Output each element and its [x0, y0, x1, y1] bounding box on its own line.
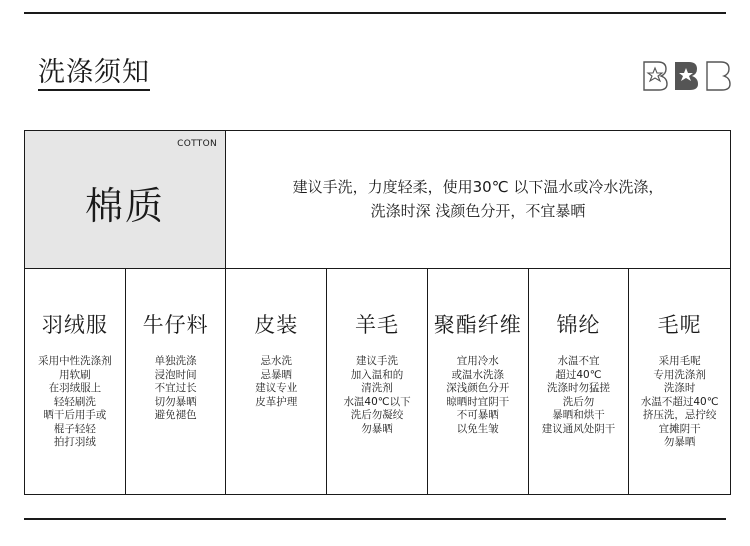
- instruction-line: 宜用冷水: [456, 355, 499, 367]
- instruction-line: 不宜过长: [154, 382, 197, 394]
- material-instructions: [126, 355, 226, 423]
- material-name: 皮装: [254, 313, 299, 337]
- care-table: [24, 130, 731, 495]
- material-name: 牛仔料: [142, 313, 209, 337]
- material-name: 锦纶: [556, 313, 601, 337]
- instruction-line: 洗涤时: [663, 382, 696, 394]
- material-name: 聚酯纤维: [433, 313, 522, 337]
- instruction-line: 单独洗涤: [154, 355, 197, 367]
- instruction-line: 清洗剂: [361, 382, 393, 394]
- instruction-line: 采用毛呢: [658, 355, 701, 367]
- instruction-line: 忌暴晒: [260, 368, 293, 381]
- cotton-desc-line: 洗涤时深 浅颜色分开，不宜暴晒: [370, 202, 586, 220]
- cotton-desc-line: 建议手洗，力度轻柔，使用30℃ 以下温水或冷水洗涤，: [292, 178, 664, 196]
- instruction-line: 轻轻刷洗: [53, 395, 96, 408]
- instruction-line: 建议专业: [255, 382, 298, 394]
- instruction-line: 勿暴晒: [361, 422, 393, 435]
- material-name: 羽绒服: [41, 313, 108, 337]
- material-cell: [126, 269, 227, 494]
- instruction-line: 建议通风处阴干: [541, 422, 616, 435]
- instruction-line: 皮革护理: [255, 395, 298, 408]
- material-cell: [529, 269, 630, 494]
- materials-row: [25, 269, 730, 494]
- instruction-line: 避免褪色: [154, 409, 197, 421]
- material-name: 毛呢: [657, 313, 702, 337]
- instruction-line: 不可暴晒: [456, 409, 499, 421]
- instruction-line: 晾晒时宜阴干: [446, 395, 510, 408]
- top-rule: [24, 12, 726, 14]
- material-instructions: [327, 355, 427, 436]
- material-cell: [25, 269, 126, 494]
- instruction-line: 切勿暴晒: [154, 395, 197, 408]
- material-cell: [226, 269, 327, 494]
- instruction-line: 宜摊阴干: [658, 422, 701, 435]
- instruction-line: 忌水洗: [260, 355, 293, 367]
- cotton-chinese-label: 棉质: [84, 184, 165, 228]
- instruction-line: 加入温和的: [350, 368, 404, 381]
- page-title: 洗涤须知: [38, 58, 150, 91]
- instruction-line: 用软刷: [59, 368, 91, 381]
- instruction-line: 勿暴晒: [663, 436, 696, 448]
- instruction-line: 超过40℃: [555, 368, 602, 381]
- material-name: 羊毛: [355, 313, 400, 337]
- instruction-line: 洗后勿: [562, 395, 595, 408]
- instruction-line: 或温水洗涤: [451, 368, 504, 381]
- instruction-line: 采用中性洗涤剂: [38, 355, 112, 367]
- cotton-row: [25, 131, 730, 269]
- material-instructions: [629, 355, 730, 450]
- cotton-english-label: COTTON: [177, 139, 217, 149]
- instruction-line: 水温不超过40℃: [640, 395, 719, 408]
- instruction-line: 拍打羽绒: [53, 436, 96, 448]
- instruction-line: 以免生皱: [456, 422, 499, 435]
- instruction-line: 在羽绒服上: [48, 382, 102, 394]
- bottom-rule: [24, 518, 726, 520]
- instruction-line: 水温不宜: [557, 355, 600, 367]
- instruction-line: 洗涤时勿猛搓: [546, 382, 610, 394]
- bbb-logo-icon: [642, 60, 732, 92]
- instruction-line: 水温40℃以下: [343, 395, 411, 408]
- instruction-line: 深浅颜色分开: [446, 382, 510, 394]
- instruction-line: 浸泡时间: [154, 368, 197, 381]
- material-instructions: [428, 355, 528, 436]
- material-cell: [629, 269, 730, 494]
- cotton-description: [226, 175, 730, 223]
- instruction-line: 专用洗涤剂: [653, 368, 706, 381]
- instruction-line: 洗后勿凝绞: [350, 409, 404, 421]
- material-instructions: [226, 355, 326, 409]
- instruction-line: 建议手洗: [356, 355, 399, 367]
- instruction-line: 暴晒和烘干: [552, 409, 605, 421]
- material-cell: [428, 269, 529, 494]
- material-instructions: [529, 355, 629, 436]
- material-instructions: [25, 355, 125, 450]
- instruction-line: 棍子轻轻: [53, 422, 96, 435]
- material-cell: [327, 269, 428, 494]
- cotton-label-cell: [25, 131, 226, 268]
- instruction-line: 晒干后用手或: [43, 409, 107, 421]
- instruction-line: 挤压洗，忌拧绞: [642, 409, 717, 421]
